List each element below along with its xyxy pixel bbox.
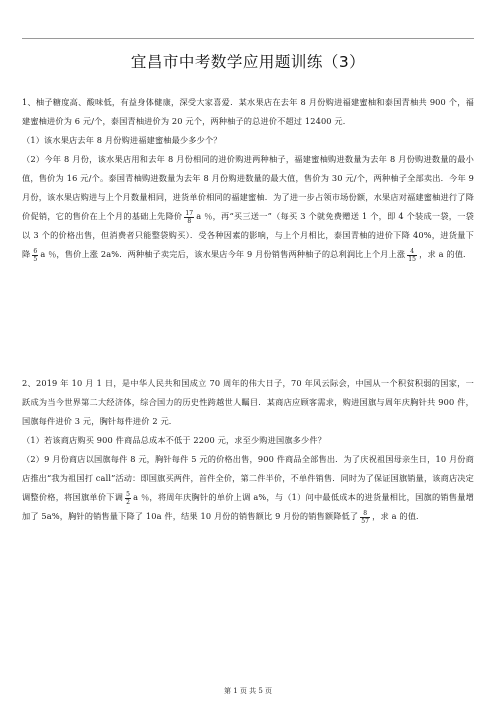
fraction-17-8: $\frac{17}{8}$ [185, 209, 194, 225]
problem-1-question-1: （1）该水果店去年 8 月份购进福建蜜柚最少多少个？ [22, 135, 222, 145]
problem-2-intro: 2、2019 年 10 月 1 日，是中华人民共和国成立 70 周年的伟大日子，70 年风云际会，中国从一个积贫积弱的国家，一跃成为当今世界第二大经济体，综合国力的历史性跨越世人瞩目．某商店应顾客需求，购进国旗与周年庆胸针共 900 件，国旗每件进价 3 元，胸针每件进价 2 元． [22, 378, 474, 426]
problem-1-intro: 1、柚子糖度高、酸味低，有益身体健康，深受大家喜爱．某水果店在去年 8 月份购进福建蜜柚和泰国青柚共 900 个，福建蜜柚进价为 6 元/个，泰国青柚进价为 20 元个，两种柚子的总进价不超过 12400 元． [22, 97, 474, 126]
problem-2 [22, 374, 474, 526]
q2-text-a: （2）今年 8 月份，该水果店用和去年 8 月份相同的进价购进两种柚子，福建蜜柚购进数量为去年 8 月份购进数量的最小值，售价为 16 元/个。泰国青柚购进数量为去年 8 月份购进数量的最大值，售价为 30 元/个，两种柚子全部卖出．今年 9 月份，该水果店购进与上个月数量相同，进货单价相同的福建蜜柚．为了进一步占领市场份额，水果店对福建蜜柚进行了降价促销，它的售价在上个月的基础上先降价 [22, 154, 474, 221]
q2-text-b: a ％，将周年庆胸针的单价上调 a%，与（1）问中最低成本的进货量相比，国旗的销售量增加了 5a%，胸针的销售量下降了 10a 件，结果 10 月份的销售额比 9 月份的销售额降低了 [22, 492, 474, 521]
problem-2-question-2 [22, 450, 474, 526]
problem-1 [22, 93, 474, 264]
fraction-5-2: $\frac{5}{2}$ [126, 490, 131, 506]
q2-text-a: （2）9 月份商店以国旗每件 8 元，胸针每件 5 元的价格出售，900 件商品全部售出．为了庆祝祖国母亲生日，10 月份商店推出“我为祖国打 call”活动：即国旗买两件，首件全价，第二件半价，不单件销售．同时为了保证国旗销量，该商店决定调整价格，将国旗单价下调 [22, 454, 474, 502]
page-footer: 第 1 页 共 5 页 [223, 687, 273, 695]
problem-1-question-2 [22, 150, 474, 264]
page-title: 宜昌市中考数学应用题训练（3） [130, 53, 366, 71]
fraction-4-15: $\frac{4}{15}$ [408, 247, 417, 263]
q2-text-c: a ％，售价上涨 2a%．两种柚子卖完后，该水果店今年 9 月份销售两种柚子的总利润比上个月上涨 [40, 249, 406, 259]
q2-text-b: a ％，再“买三送一”（每买 3 个就免费赠送 1 个，即 4 个装成一袋，一袋以 3 个的价格出售，但消费者只能整袋购买）．受各种因素的影响，与上个月相比，泰国青柚的进价下降 40%，进货量下降 [22, 211, 474, 259]
fraction-8-57: $\frac{8}{57}$ [361, 509, 370, 525]
problem-2-question-1: （1）若该商店购买 900 件商品总成本不低于 2200 元，求至少购进国旗多少件？ [22, 435, 327, 445]
fraction-6-5: $\frac{6}{5}$ [33, 247, 38, 263]
q2-text-c: ，求 a 的值． [372, 511, 425, 521]
q2-text-d: ，求 a 的值． [419, 249, 472, 259]
header-rule [22, 38, 474, 39]
